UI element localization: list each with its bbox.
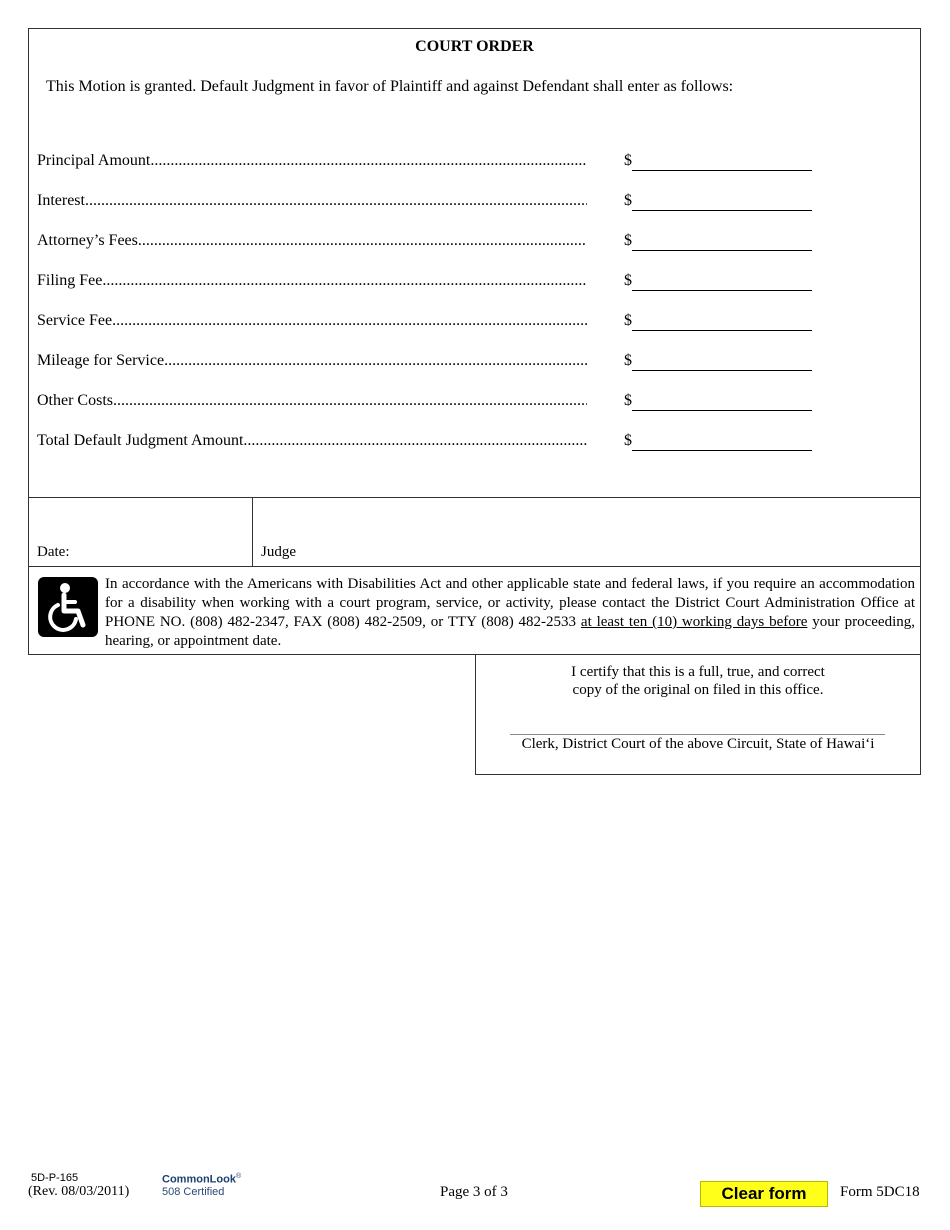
clerk-signature-line bbox=[510, 734, 885, 735]
form-code: 5D-P-165 bbox=[31, 1172, 79, 1184]
court-order-intro: This Motion is granted. Default Judgment in favor of Plaintiff and against Defendant shall enter as follows: bbox=[46, 78, 734, 95]
certification-text bbox=[475, 663, 921, 699]
divider bbox=[252, 497, 253, 567]
amount-row-mileage bbox=[37, 352, 817, 374]
currency-symbol: $ bbox=[624, 392, 632, 409]
amount-row-attorney-fees bbox=[37, 232, 817, 254]
attorney-fees-field[interactable] bbox=[632, 250, 812, 251]
currency-symbol: $ bbox=[624, 352, 632, 369]
currency-symbol: $ bbox=[624, 232, 632, 249]
interest-field[interactable] bbox=[632, 210, 812, 211]
amount-row-other-costs bbox=[37, 392, 817, 414]
amount-row-total bbox=[37, 432, 817, 454]
amount-label: Filing Fee ..... bbox=[37, 272, 587, 290]
logo-reg-mark: ® bbox=[235, 1173, 242, 1180]
mileage-field[interactable] bbox=[632, 370, 812, 371]
amount-label: Mileage for Service ..... bbox=[37, 352, 587, 370]
cert-line-1: I certify that this is a full, true, and correct bbox=[571, 664, 825, 680]
ada-text-part: In accordance with the Americans with Disabilities Act and other applicable state and federal laws, if you require an accommodation for a disability when working with a court program, service, or activity, please contact the District Court Administration Office at PHONE NO. (808) 482-2347, FAX (808) 482-2509, or TTY (808) 482-2533 bbox=[105, 576, 915, 630]
form-number: Form 5DC18 bbox=[840, 1184, 920, 1200]
other-costs-field[interactable] bbox=[632, 410, 812, 411]
currency-symbol: $ bbox=[624, 312, 632, 329]
judge-signature-field[interactable]: Judge bbox=[261, 544, 296, 560]
amount-label: Attorney’s Fees ..... bbox=[37, 232, 587, 250]
court-order-title: COURT ORDER bbox=[415, 38, 534, 55]
commonlook-logo bbox=[162, 1171, 241, 1198]
signature-box bbox=[28, 497, 921, 567]
date-field[interactable]: Date: bbox=[37, 544, 70, 560]
currency-symbol: $ bbox=[624, 272, 632, 289]
currency-symbol: $ bbox=[624, 192, 632, 209]
clear-form-button[interactable]: Clear form bbox=[700, 1181, 828, 1207]
clerk-label: Clerk, District Court of the above Circuit, State of Hawai‘i bbox=[521, 736, 875, 752]
logo-name: CommonLook bbox=[162, 1173, 236, 1186]
amount-label: Service Fee ..... bbox=[37, 312, 587, 330]
amount-label: Total Default Judgment Amount ..... bbox=[37, 432, 587, 450]
amount-row-service-fee bbox=[37, 312, 817, 334]
currency-symbol: $ bbox=[624, 152, 632, 169]
filing-fee-field[interactable] bbox=[632, 290, 812, 291]
page-number: Page 3 of 3 bbox=[440, 1184, 508, 1200]
cert-line-2: copy of the original on filed in this office. bbox=[572, 682, 824, 698]
wheelchair-icon bbox=[38, 577, 98, 637]
service-fee-field[interactable] bbox=[632, 330, 812, 331]
ada-text-part: your proceeding, hearing, or appointment date. bbox=[105, 614, 915, 649]
amount-row-principal bbox=[37, 152, 817, 174]
principal-amount-field[interactable] bbox=[632, 170, 812, 171]
logo-subtitle: 508 Certified bbox=[162, 1185, 225, 1198]
total-amount-field[interactable] bbox=[632, 450, 812, 451]
court-order-box bbox=[28, 28, 921, 498]
ada-text-underlined: at least ten (10) working days before bbox=[580, 614, 808, 630]
amount-row-interest bbox=[37, 192, 817, 214]
amount-label: Principal Amount ..... bbox=[37, 152, 587, 170]
amount-row-filing-fee bbox=[37, 272, 817, 294]
ada-notice-text bbox=[105, 575, 915, 651]
amount-label: Other Costs ..... bbox=[37, 392, 587, 410]
currency-symbol: $ bbox=[624, 432, 632, 449]
amount-label: Interest ..... bbox=[37, 192, 587, 210]
revision-date: (Rev. 08/03/2011) bbox=[28, 1184, 130, 1199]
